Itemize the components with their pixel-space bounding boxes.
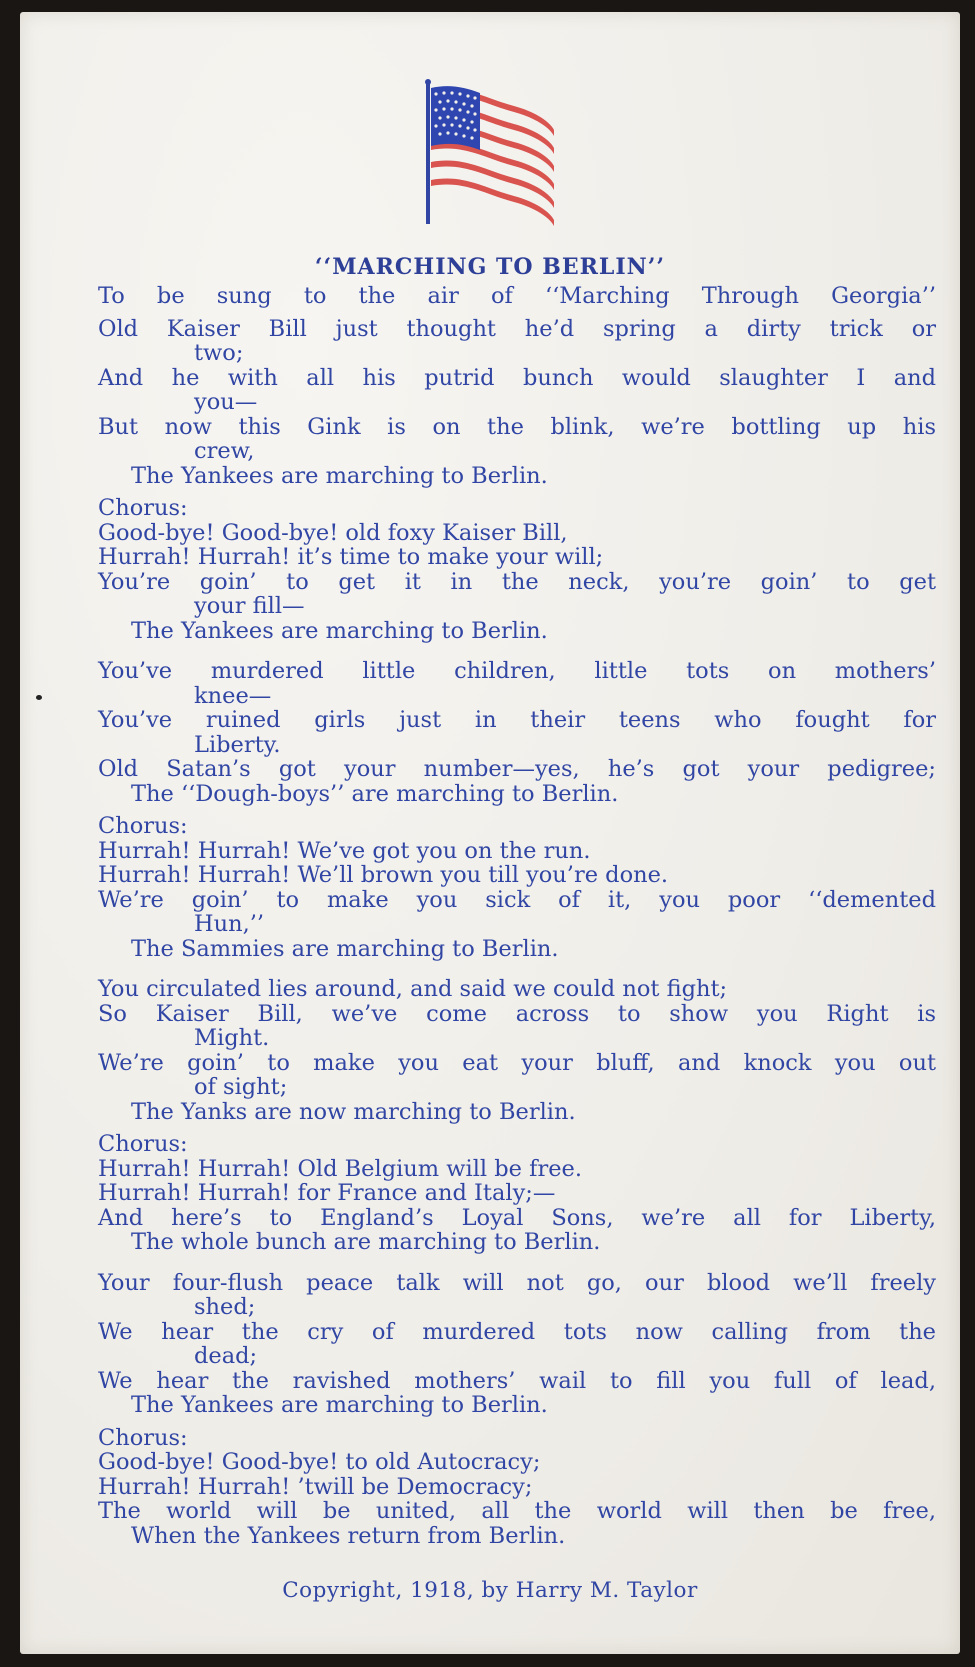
- verse-line: Old Satan’s got your number—yes, he’s got your pedigree;: [98, 756, 936, 782]
- chorus-line: Hurrah! Hurrah! it’s time to make your will;: [98, 544, 604, 570]
- chorus-refrain: The whole bunch are marching to Berlin.: [131, 1229, 601, 1255]
- chorus-line: Hurrah! Hurrah! ’twill be Democracy;: [98, 1473, 533, 1500]
- verse-line: You’ve murdered little children, little tots on mothers’: [98, 658, 936, 684]
- chorus-line: The world will be united, all the world will then be free,: [98, 1498, 936, 1524]
- verse-line-wrap: dead;: [194, 1343, 258, 1369]
- verse-refrain: The ‘‘Dough-boys’’ are marching to Berlin.: [131, 780, 619, 807]
- verse-line: You circulated lies around, and said we could not fight;: [98, 976, 728, 1002]
- paper-speck: [36, 695, 42, 700]
- song-card: [20, 12, 960, 1654]
- chorus: [98, 1132, 936, 1255]
- chorus-line-wrap: your fill—: [194, 593, 305, 619]
- chorus-label: Chorus:: [98, 495, 188, 521]
- american-flag-icon: [424, 78, 594, 244]
- tune-note: To be sung to the air of ‘‘Marching Through Georgia’’: [98, 283, 936, 309]
- chorus-line: You’re goin’ to get it in the neck, you’re goin’ to get: [98, 568, 936, 595]
- verse-line-wrap: knee—: [194, 682, 272, 709]
- verse-refrain: The Yanks are now marching to Berlin.: [131, 1098, 576, 1125]
- verse-line: You’ve ruined girls just in their teens who fought for: [98, 707, 936, 733]
- verse: [98, 977, 936, 1124]
- verse: [98, 659, 936, 806]
- chorus-line: Hurrah! Hurrah! for France and Italy;—: [98, 1180, 556, 1206]
- chorus-refrain: The Yankees are marching to Berlin.: [131, 617, 548, 644]
- chorus: [98, 1426, 936, 1549]
- verse-line-wrap: you—: [194, 389, 258, 415]
- verse-line-wrap: Liberty.: [194, 731, 281, 758]
- chorus-refrain: When the Yankees return from Berlin.: [131, 1522, 566, 1549]
- chorus-label: Chorus:: [98, 813, 188, 839]
- verse-line: We’re goin’ to make you eat your bluff, and knock you out: [98, 1049, 936, 1076]
- verse-refrain: The Yankees are marching to Berlin.: [131, 1392, 548, 1418]
- chorus-label: Chorus:: [98, 1424, 188, 1451]
- chorus-line: Hurrah! Hurrah! We’ve got you on the run.: [98, 837, 591, 864]
- chorus-label: Chorus:: [98, 1131, 188, 1157]
- chorus-line: Good-bye! Good-bye! to old Autocracy;: [98, 1449, 541, 1475]
- chorus-line: We’re goin’ to make you sick of it, you poor ‘‘demented: [98, 886, 936, 913]
- verse-line: And he with all his putrid bunch would slaughter I and: [98, 364, 936, 391]
- verse-line-wrap: Might.: [194, 1025, 270, 1051]
- chorus-line: Hurrah! Hurrah! We’ll brown you till you’re done.: [98, 862, 669, 888]
- verse-line-wrap: of sight;: [194, 1074, 288, 1100]
- song-lyrics: [98, 284, 936, 1548]
- verse-line: We hear the ravished mothers’ wail to fill you full of lead,: [98, 1367, 936, 1394]
- chorus-line: And here’s to England’s Loyal Sons, we’re all for Liberty,: [98, 1204, 936, 1231]
- chorus-refrain: The Sammies are marching to Berlin.: [131, 935, 559, 962]
- chorus-line: Good-bye! Good-bye! old foxy Kaiser Bill,: [98, 519, 568, 546]
- chorus-line: Hurrah! Hurrah! Old Belgium will be free.: [98, 1155, 583, 1182]
- verse-line-wrap: two;: [194, 340, 244, 366]
- chorus: [98, 496, 936, 643]
- song-title: ‘‘MARCHING TO BERLIN’’: [314, 254, 666, 280]
- verse-line: We hear the cry of murdered tots now calling from the: [98, 1318, 936, 1345]
- chorus: [98, 814, 936, 961]
- verse-line: Old Kaiser Bill just thought he’d spring a dirty trick or: [98, 315, 936, 342]
- verse-line: But now this Gink is on the blink, we’re bottling up his: [98, 413, 936, 440]
- verse: [98, 317, 936, 489]
- chorus-line-wrap: Hun,’’: [194, 911, 265, 937]
- copyright-notice: Copyright, 1918, by Harry M. Taylor: [282, 1578, 698, 1603]
- verse-line-wrap: crew,: [194, 438, 255, 464]
- verse-line-wrap: shed;: [194, 1294, 256, 1320]
- verse-refrain: The Yankees are marching to Berlin.: [131, 462, 548, 489]
- verse: [98, 1271, 936, 1418]
- verse-line: So Kaiser Bill, we’ve come across to show you Right is: [98, 1000, 936, 1027]
- verse-line: Your four-flush peace talk will not go, our blood we’ll freely: [98, 1269, 936, 1296]
